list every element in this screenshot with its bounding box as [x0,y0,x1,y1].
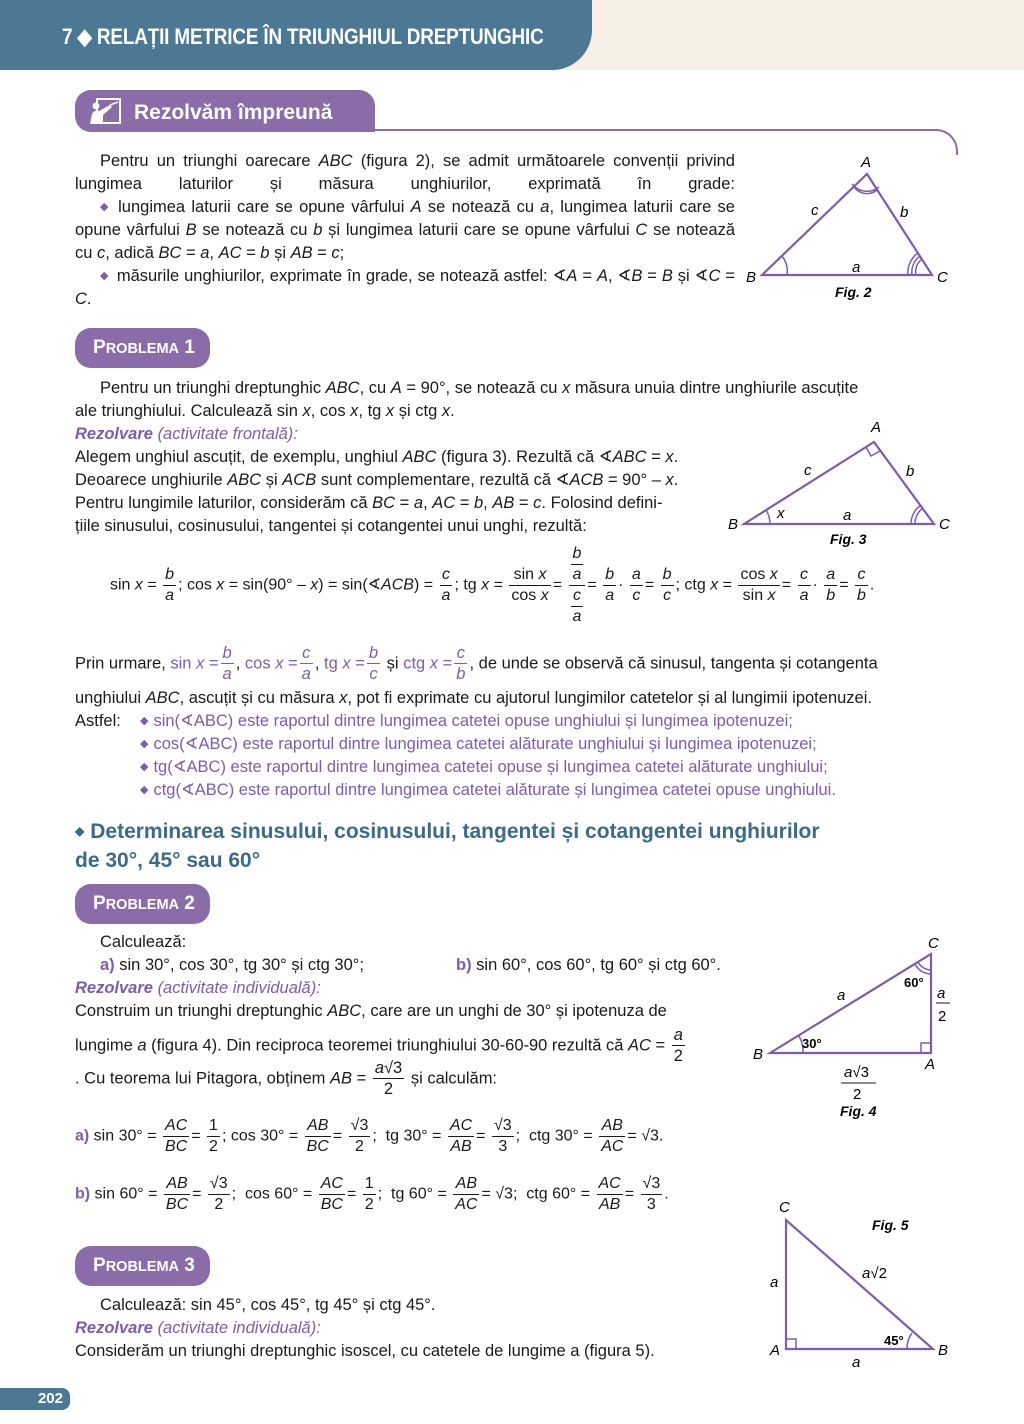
section-divider [375,129,930,131]
problema-2-calc: Calculează: [100,933,187,951]
svg-text:2: 2 [938,1008,947,1025]
svg-text:a√2: a√2 [862,1265,887,1282]
problema-1-solution-line-4: țiile sinusului, cosinusului, tangentei și cotangentei unui unghi, rezultă: [75,517,587,535]
svg-text:b: b [906,463,915,480]
svg-text:A: A [861,154,872,171]
svg-text:C: C [937,269,948,286]
svg-text:2: 2 [853,1086,862,1103]
svg-text:b: b [900,204,909,221]
svg-text:30°: 30° [802,1036,822,1051]
problema-1-statement-line-2: ale triunghiului. Calculează sin x, cos x, tg x și ctg x. [75,402,455,420]
intro-bullet-1: ◆ lungimea laturii care se opune vârfului A se notează cu a, lungimea laturii care se opune vârfului B se notează cu b și lungimea laturii care se opune vârfului C se notează cu c, adică BC = a, AC = b și AB = c; [75,198,735,262]
svg-text:A: A [871,419,882,436]
page-number: 202 [0,1388,70,1410]
svg-text:B: B [746,269,757,286]
svg-text:a√3: a√3 [844,1064,869,1081]
svg-text:Fig. 3: Fig. 3 [830,531,867,547]
figure-3-right-triangle [722,412,962,552]
svg-text:B: B [728,516,739,533]
problema-1-statement-line-1: Pentru un triunghi dreptunghic ABC, cu A = 90°, se notează cu x măsura unuia dintre unghiurile ascuțite [100,379,859,397]
svg-text:45°: 45° [884,1333,904,1348]
definition-cos: ◆ cos(∢ABC) este raportul dintre lungimea catetei alăturate unghiului și lungimea ipotenuzei; [140,735,817,753]
problema-3-rezolvare-heading: Rezolvare (activitate individuală): [75,1319,321,1337]
astfel-label: Astfel: [75,712,121,730]
problema-1-badge: PROBLEMA 1 [75,328,210,368]
svg-text:a: a [770,1274,779,1291]
section-title: ◆ Determinarea sinusului, cosinusului, tangentei și cotangentei unghiurilor de 30°, 45° sau 60° [75,820,820,872]
problema-2-line-3: . Cu teorema lui Pitagora, obținem AB = $\frac{a√3}{2}$ și calculăm: [75,1059,498,1098]
teacher-board-icon [88,98,122,125]
problema-2-rezolvare-heading: Rezolvare (activitate individuală): [75,979,321,997]
problema-1-solution-line-1: Alegem unghiul ascuțit, de exemplu, unghiul ABC (figura 3). Rezultă că ∢ABC = x. [75,448,679,466]
svg-text:60°: 60° [904,975,924,990]
definition-tg: ◆ tg(∢ABC) este raportul dintre lungimea catetei opuse și lungimea catetei alăturate unghiului; [140,758,828,776]
problema-1-conclusion-line-2: unghiului ABC, ascuțit și cu măsura x, pot fi exprimate cu ajutorul lungimilor catetelor și al lungimii ipotenuzei. [75,689,872,707]
svg-text:a: a [837,987,846,1004]
svg-text:Fig. 5: Fig. 5 [872,1217,909,1233]
svg-text:C: C [939,516,950,533]
problema-3-line-1: Considerăm un triunghi dreptunghic isoscel, cu catetele de lungime a (figura 5). [75,1342,655,1360]
intro-bullet-2: ◆ măsurile unghiurilor, exprimate în grade, se notează astfel: ∢A = A, ∢B = B și ∢C = C. [75,267,735,308]
svg-text:a: a [937,985,946,1002]
problema-1-solution-line-2: Deoarece unghiurile ABC și ACB sunt complementare, rezultă că ∢ACB = 90° – x. [75,471,679,489]
problema-3-badge: PROBLEMA 3 [75,1246,210,1286]
svg-text:A: A [925,1056,936,1073]
svg-text:B: B [753,1046,764,1063]
problema-2-line-1: Construim un triunghi dreptunghic ABC, care are un unghi de 30° și ipotenuza de [75,1002,667,1020]
svg-text:a: a [852,259,861,276]
problema-2-badge: PROBLEMA 2 [75,884,210,924]
svg-text:a: a [852,1354,861,1371]
definition-sin: ◆ sin(∢ABC) este raportul dintre lungimea catetei opuse unghiului și lungimea ipotenuzei; [140,712,793,730]
svg-text:c: c [811,202,819,219]
figure-5-isosceles-right-triangle [740,1192,970,1377]
figure-4-30-60-90-triangle [745,932,970,1127]
problema-2-results-a: a) sin 30° = $\frac{AC}{BC}$ = $\frac{1}{2}$ ; cos 30° = $\frac{AB}{BC}$ = $\frac{√3}{2}$ ; tg 30° = $\frac{AC}{AB}$ = $\frac{√3}{3}$ ; ctg 30° = $\frac{AB}{AC}$ = √3. [75,1117,664,1155]
problema-2-part-a: a) sin 30°, cos 30°, tg 30° și ctg 30°; [100,956,364,974]
problema-1-solution-line-3: Pentru lungimile laturilor, considerăm că BC = a, AC = b, AB = c. Folosind defini- [75,494,663,512]
svg-text:Fig. 2: Fig. 2 [835,284,872,300]
svg-text:c: c [804,462,812,479]
svg-text:C: C [779,1199,790,1216]
svg-text:a: a [843,507,852,524]
svg-text:x: x [777,505,785,522]
problema-2-results-b: b) sin 60° = $\frac{AB}{BC}$ = $\frac{√3}{2}$ ; cos 60° = $\frac{AC}{BC}$ = $\frac{1}{2}$ ; tg 60° = $\frac{AB}{AC}$ = √3; ctg 60° = $\frac{AC}{AB}$ = $\frac{√3}{3}$ . [75,1175,669,1213]
problema-1-formulas: sin x = $\frac{b}{a}$ ; cos x = sin(90° – x) = sin(∢ACB) = $\frac{c}{a}$ ; tg x = $\frac{\text{sin x}}{\text{cos x}}$ = $\frac{\frac{b}{a}}{\frac{c}{a}}$ = $\frac{b}{a}$ · $\frac{a}{c}$ = $\frac{b}{c}$ ; ctg x = $\frac{\text{cos x}}{\text{sin x}}$ = $\frac{c}{a}$ · $\frac{a}{b}$ = $\frac{c}{b}$ . [110,545,875,625]
svg-text:Fig. 4: Fig. 4 [840,1103,877,1119]
svg-text:A: A [770,1342,781,1359]
svg-text:C: C [928,935,939,952]
problema-1-conclusion-line-1: Prin urmare, sin x = $\frac{b}{a}$ , cos x = $\frac{c}{a}$ , tg x = $\frac{b}{c}$ și ctg x = $\frac{c}{b}$ , de unde se observă că sinusul, tangenta și cotangenta [75,644,878,683]
problema-2-part-b: b) sin 60°, cos 60°, tg 60° și ctg 60°. [456,956,721,974]
svg-text:B: B [938,1342,949,1359]
rezolvam-label: Rezolvăm împreună [134,101,333,124]
problema-3-calc: Calculează: sin 45°, cos 45°, tg 45° și ctg 45°. [100,1296,436,1314]
chapter-title: 7 ◆ RELAȚII METRICE ÎN TRIUNGHIUL DREPTUNGHIC [62,24,544,49]
problema-2-line-2: lungime a (figura 4). Din reciproca teoremei triunghiului 30-60-90 rezultă că AC = $\frac{a}{2}$ [75,1026,683,1065]
problema-1-rezolvare-heading: Rezolvare (activitate frontală): [75,425,298,443]
definition-ctg: ◆ ctg(∢ABC) este raportul dintre lungimea catetei alăturate și lungimea catetei opuse unghiului. [140,781,836,799]
figure-2-triangle [740,145,970,310]
intro-paragraph: Pentru un triunghi oarecare ABC (figura 2), se admit următoarele convenții privind lungimea laturilor și măsura unghiurilor, exprimată în grade: [75,152,735,193]
